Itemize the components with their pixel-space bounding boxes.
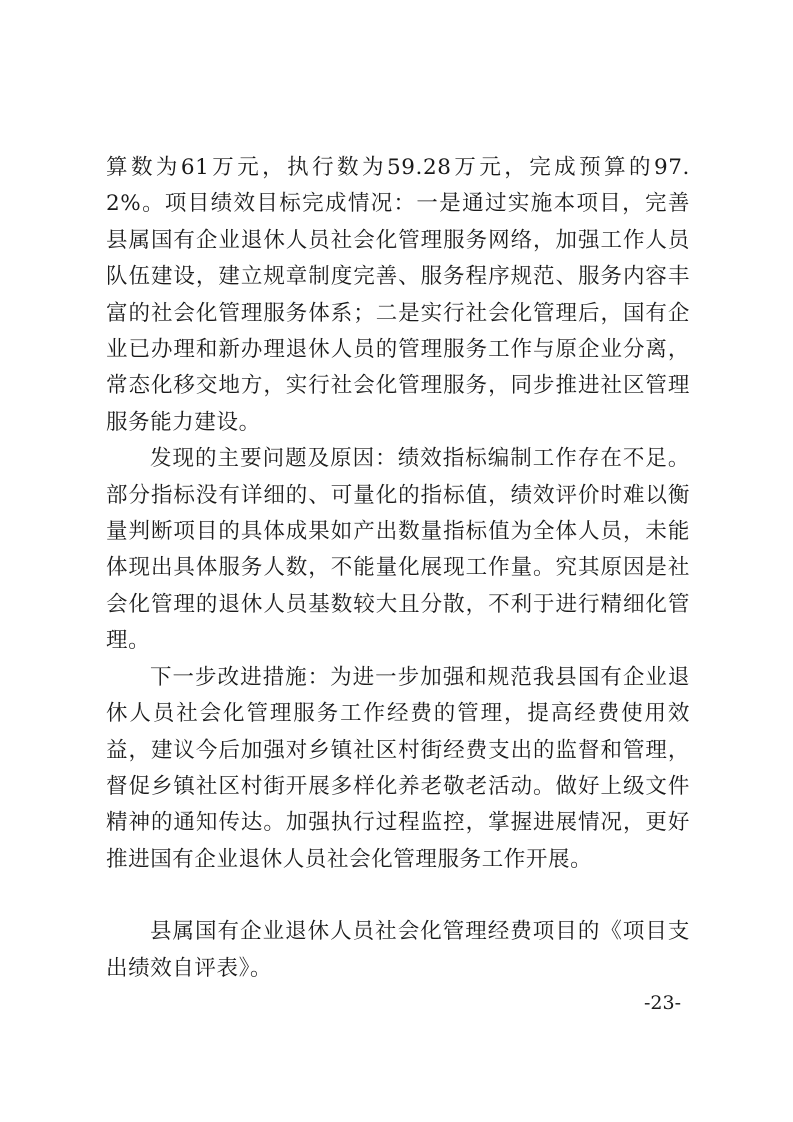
paragraph-attachment-note: 县属国有企业退休人员社会化管理经费项目的《项目支出绩效自评表》。 [106,919,690,981]
paragraph-spacer [106,878,690,914]
page-number: -23- [643,992,681,1014]
paragraph-problems-causes: 发现的主要问题及原因：绩效指标编制工作存在不足。部分指标没有详细的、可量化的指标值，绩效评价时难以衡量判断项目的具体成果如产出数量指标值为全体人员，未能体现出具体服务人数，不能量化展现工作量。究其原因是社会化管理的退休人员基数较大且分散，不利于进行精细化管理。 [106,446,690,654]
paragraph-improvement-measures: 下一步改进措施：为进一步加强和规范我县国有企业退休人员社会化管理服务工作经费的管理，提高经费使用效益，建议今后加强对乡镇社区村街经费支出的监督和管理，督促乡镇社区村街开展多样化养老敬老活动。做好上级文件精神的通知传达。加强执行过程监控，掌握进展情况，更好推进国有企业退休人员社会化管理服务工作开展。 [106,664,690,872]
document-body [106,150,690,987]
paragraph-budget-execution: 算数为61万元，执行数为59.28万元，完成预算的97.2%。项目绩效目标完成情况：一是通过实施本项目，完善县属国有企业退休人员社会化管理服务网络，加强工作人员队伍建设，建立规章制度完善、服务程序规范、服务内容丰富的社会化管理服务体系；二是实行社会化管理后，国有企业已办理和新办理退休人员的管理服务工作与原企业分离，常态化移交地方，实行社会化管理服务，同步推进社区管理服务能力建设。 [106,155,690,435]
